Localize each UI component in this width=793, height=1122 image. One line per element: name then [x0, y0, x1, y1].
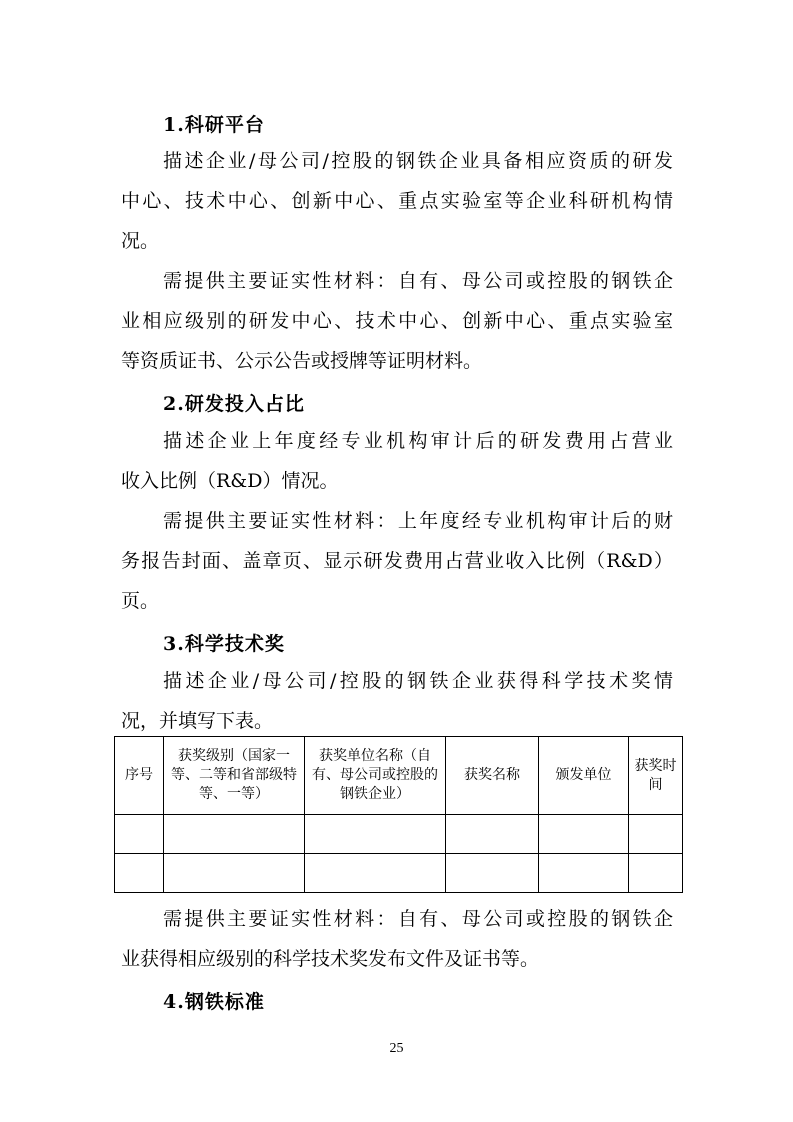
paragraph-line: 务报告封面、盖章页、显示研发费用占营业收入比例（R&D） — [121, 550, 673, 572]
table-cell[interactable] — [305, 854, 446, 893]
page-number: 25 — [389, 1041, 404, 1056]
column-header: 获奖单位名称（自有、母公司或控股的钢铁企业） — [305, 737, 446, 815]
table-header-row — [115, 737, 683, 815]
column-header: 获奖级别（国家一等、二等和省部级特等、一等） — [164, 737, 305, 815]
table-cell[interactable] — [629, 854, 683, 893]
paragraph-line: 收入比例（R&D）情况。 — [121, 470, 339, 492]
table-cell[interactable] — [629, 815, 683, 854]
column-header: 颁发单位 — [539, 737, 629, 815]
column-header: 获奖时间 — [629, 737, 683, 815]
paragraph-line: 需提供主要证实性材料：自有、母公司或控股的钢铁企 — [163, 270, 673, 292]
section-heading-rd-ratio: 2.研发投入占比 — [163, 393, 305, 415]
table-row — [115, 854, 683, 893]
table-cell[interactable] — [305, 815, 446, 854]
paragraph-line: 描述企业上年度经专业机构审计后的研发费用占营业 — [163, 430, 673, 452]
table-cell[interactable] — [446, 854, 539, 893]
section-heading-research-platform: 1.科研平台 — [163, 114, 265, 136]
paragraph-line: 况，并填写下表。 — [121, 710, 274, 732]
section-heading-science-award: 3.科学技术奖 — [163, 633, 285, 655]
section-heading-steel-standard: 4.钢铁标准 — [163, 991, 265, 1013]
column-header: 序号 — [115, 737, 164, 815]
paragraph-line: 描述企业/母公司/控股的钢铁企业具备相应资质的研发 — [163, 150, 673, 172]
paragraph-line: 等资质证书、公示公告或授牌等证明材料。 — [121, 350, 483, 372]
paragraph-line: 需提供主要证实性材料：上年度经专业机构审计后的财 — [163, 510, 673, 532]
paragraph-line: 业相应级别的研发中心、技术中心、创新中心、重点实验室 — [121, 310, 673, 332]
table-cell[interactable] — [115, 815, 164, 854]
table-cell[interactable] — [446, 815, 539, 854]
paragraph-line: 业获得相应级别的科学技术奖发布文件及证书等。 — [121, 948, 540, 970]
table-cell[interactable] — [164, 815, 305, 854]
column-header: 获奖名称 — [446, 737, 539, 815]
table-row — [115, 815, 683, 854]
table-cell[interactable] — [539, 815, 629, 854]
paragraph-line: 况。 — [121, 230, 160, 252]
award-table — [114, 736, 683, 893]
paragraph-line: 描述企业/母公司/控股的钢铁企业获得科学技术奖情 — [163, 670, 673, 692]
paragraph-line: 页。 — [121, 590, 160, 612]
paragraph-line: 需提供主要证实性材料：自有、母公司或控股的钢铁企 — [163, 908, 673, 930]
table-cell[interactable] — [164, 854, 305, 893]
paragraph-line: 中心、技术中心、创新中心、重点实验室等企业科研机构情 — [121, 190, 673, 212]
table-cell[interactable] — [115, 854, 164, 893]
table-cell[interactable] — [539, 854, 629, 893]
